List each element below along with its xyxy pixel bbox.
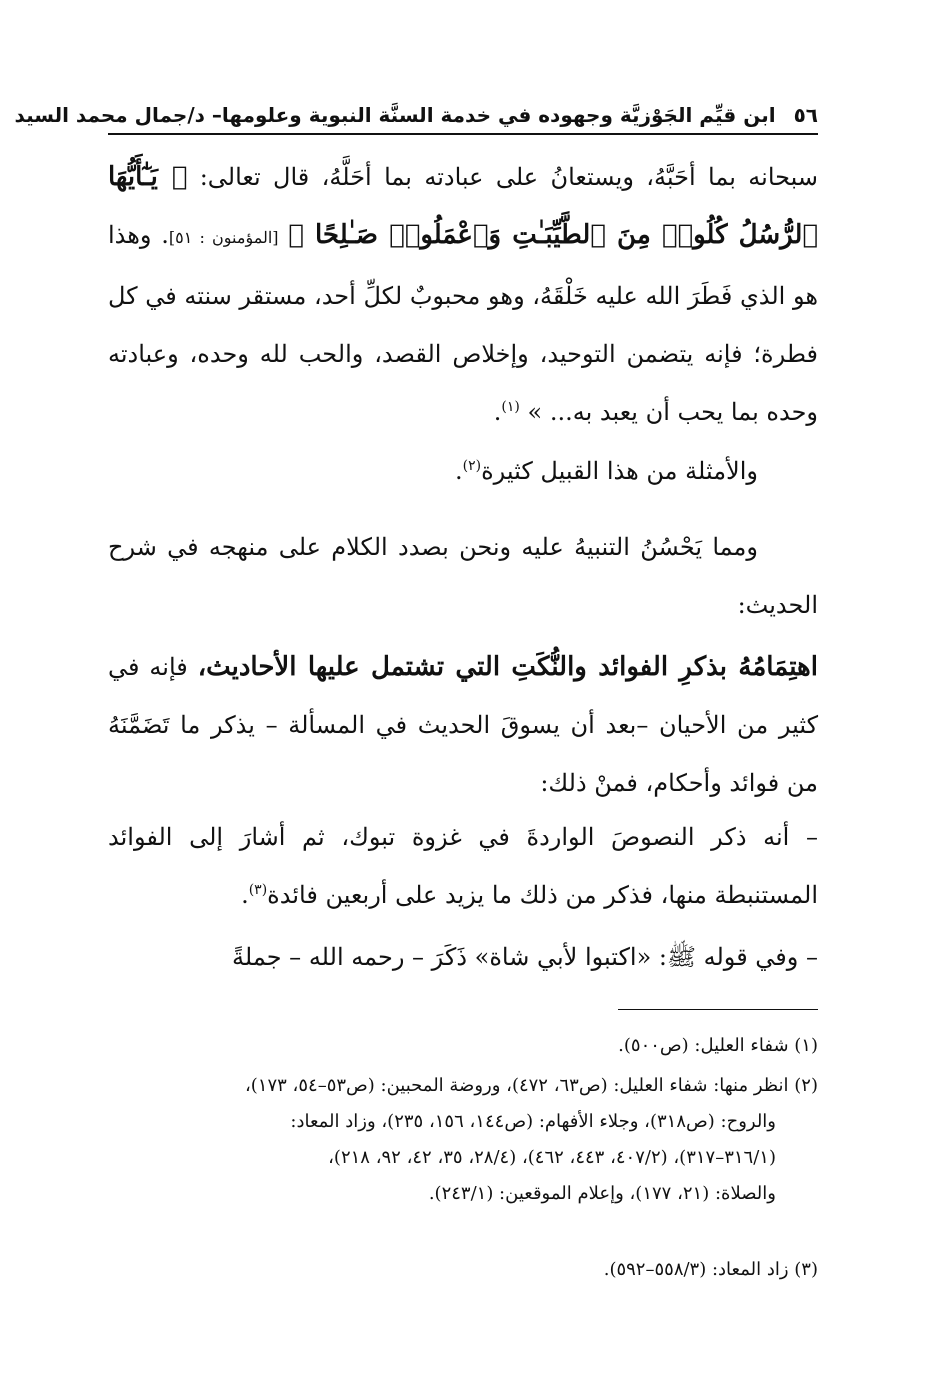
paragraph-6 xyxy=(108,928,818,986)
paragraph-2-text: والأمثلة من هذا القبيل كثيرة xyxy=(481,457,758,485)
footnote-marker-2: (٢) xyxy=(462,458,482,474)
paragraph-1-end: . xyxy=(493,398,502,426)
paragraph-1-text-b: . وهذا هو الذي فَطَرَ الله عليه خَلْقَهُ، وهو محبوبٌ لكلِّ أحد، مستقر سنته في كل فطرة؛ فإنه يتضمن التوحيد، وإخلاص القصد، والحب لله وحده، وعبادته وحده بما يحب أن يعبد به... » xyxy=(108,221,818,426)
footnote-2-line-4: والصلاة: (٢١، ١٧٧)، وإعلام الموقعين: (٢٤٣/١). xyxy=(428,1183,776,1204)
footnote-2-line-2: والروح: (ص٣١٨)، وجلاء الأفهام: (ص١٤٤، ١٥٦، ٢٣٥)، وزاد المعاد: xyxy=(290,1111,776,1132)
verse-reference: [المؤمنون : ٥١] xyxy=(168,228,279,247)
paragraph-5-end: . xyxy=(241,881,249,909)
paragraph-1 xyxy=(108,148,818,441)
paragraph-5 xyxy=(108,808,818,924)
footnote-2 xyxy=(108,1068,818,1212)
running-header xyxy=(14,98,818,132)
paragraph-1-text-a: سبحانه بما أحَبَّهُ، ويستعانُ على عبادته بما أحَلَّهُ، قال تعالى: xyxy=(187,163,818,191)
page-number: ٥٦ xyxy=(793,103,818,127)
paragraph-3-text: ومما يَحْسُنُ التنبيهُ عليه ونحن بصدد الكلام على منهجه في شرح الحديث: xyxy=(108,533,818,619)
paragraph-5-text: – أنه ذكر النصوصَ الواردةَ في غزوة تبوك، ثم أشارَ إلى الفوائد المستنبطة منها، فذكر من ذلك ما يزيد على أربعين فائدة xyxy=(108,823,818,909)
quran-verse: ﴿ يَـٰٓأَيُّهَا ٱلرُّسُلُ كُلُوا۟ مِنَ ٱلطَّيِّبَـٰتِ وَٱعْمَلُوا۟ صَـٰلِحًا ﴾ xyxy=(108,162,818,250)
paragraph-4-bold-lead: اهتِمَامُهُ بذكرِ الفوائد والنُّكَتِ التي تشتمل عليها الأحاديث، xyxy=(197,652,818,682)
paragraph-4-text: فإنه في كثير من الأحيان –بعد أن يسوقَ الحديث في المسألة – يذكر ما تَضَمَّنَهُ من فوائد وأحكام، فمنْ ذلك: xyxy=(108,653,818,797)
footnote-2-line-1: (٢) انظر منها: شفاء العليل: (ص٦٣، ٤٧٢)، وروضة المحبين: (ص٥٣–٥٤، ١٧٣)، xyxy=(244,1075,818,1096)
footnote-2-line-3: (٣١٦/١–٣١٧)، (٤٠٧/٢، ٤٤٣، ٤٦٢)، (٢٨/٤، ٣٥، ٤٢، ٩٢، ٢١٨)، xyxy=(328,1147,776,1168)
footnote-3: (٣) زاد المعاد: (٥٥٨/٣–٥٩٢). xyxy=(603,1259,818,1280)
footnote-marker-3: (٣) xyxy=(248,882,268,898)
paragraph-6-text: – وفي قوله ﷺ: «اكتبوا لأبي شاة» ذَكَرَ – رحمه الله – جملةً xyxy=(232,943,818,971)
paragraph-3 xyxy=(108,518,818,634)
paragraph-2-end: . xyxy=(454,457,463,485)
footnote-marker-1: (١) xyxy=(501,399,520,415)
footnote-1: (١) شفاء العليل: (ص٥٠٠). xyxy=(618,1035,818,1056)
paragraph-2 xyxy=(108,442,818,500)
header-rule xyxy=(108,133,818,135)
paragraph-4 xyxy=(108,638,818,812)
running-title: ابن قيِّم الجَوْزيَّة وجهوده في خدمة السنَّة النبوية وعلومها– د/جمال محمد السيد xyxy=(14,103,776,127)
footnote-separator xyxy=(618,1009,818,1010)
